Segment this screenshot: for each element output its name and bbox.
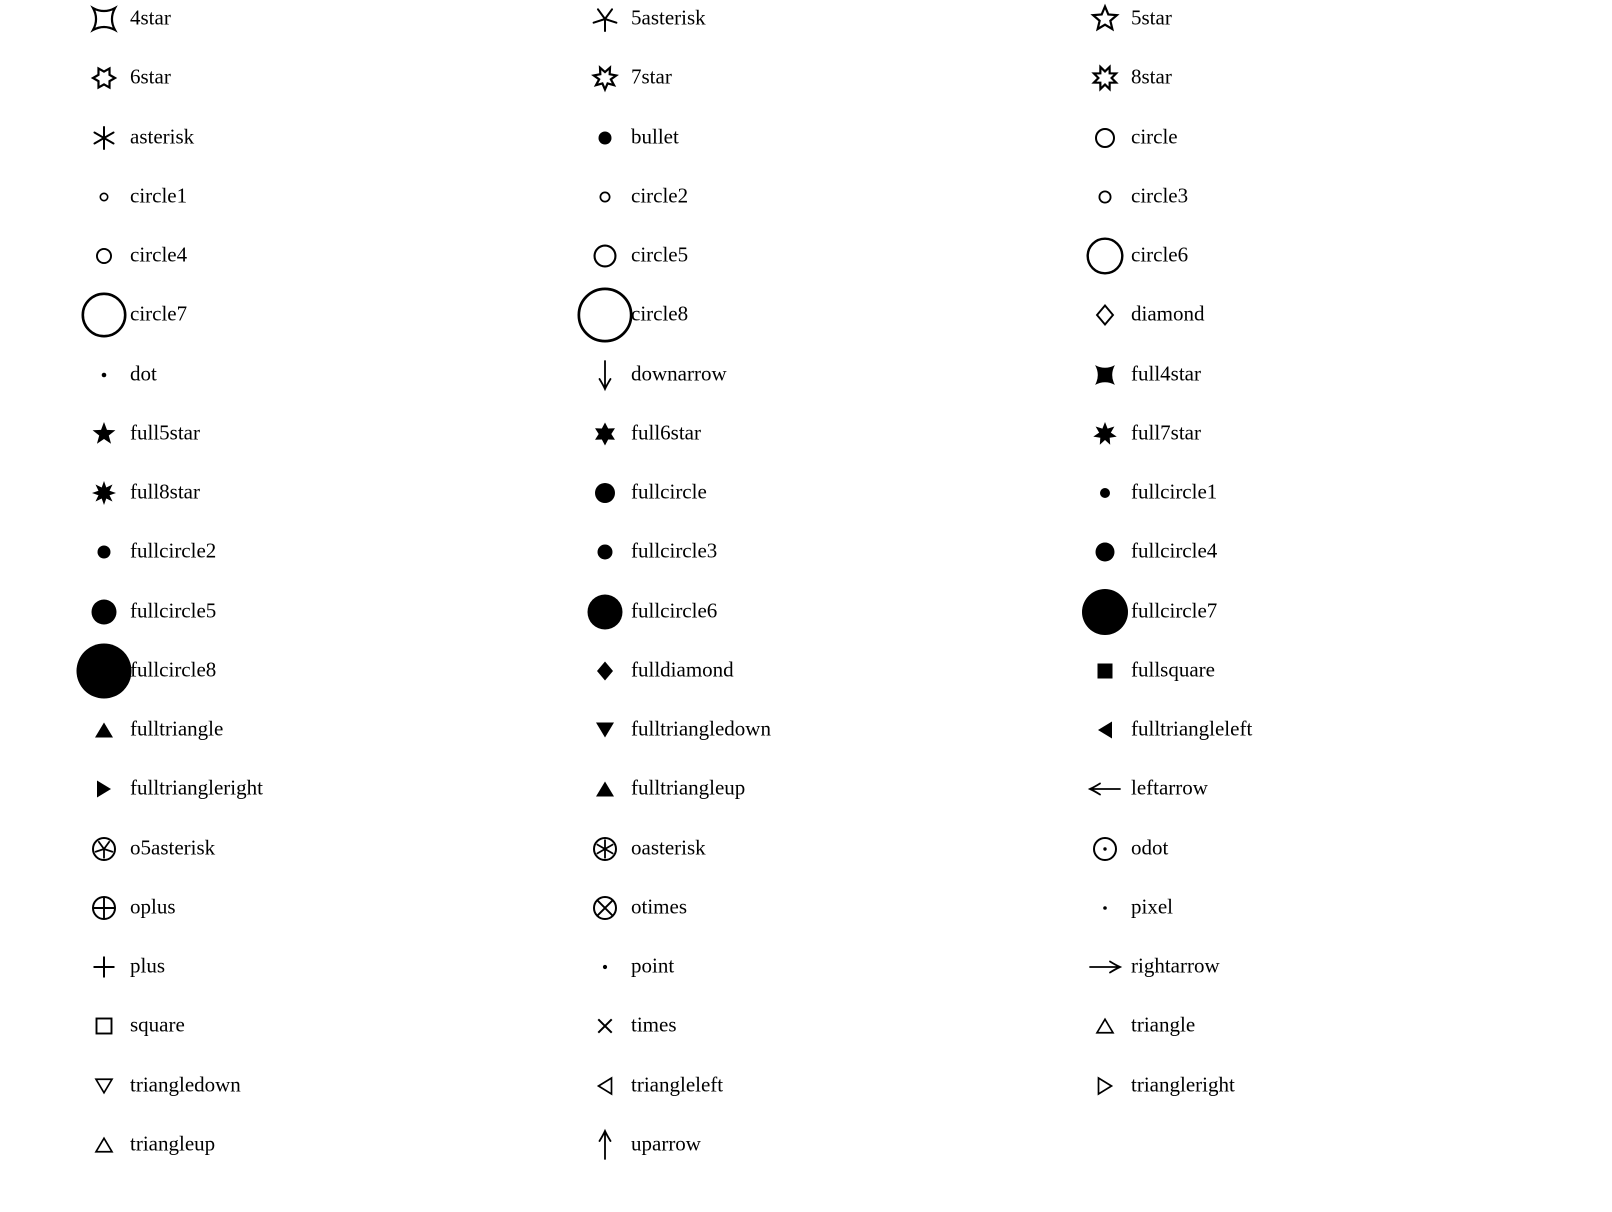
- marker-label-6star: 6star: [130, 64, 171, 89]
- leftarrow-marker-icon: [1073, 757, 1137, 821]
- marker-label-triangle: triangle: [1131, 1012, 1196, 1037]
- 4star-marker-icon: [72, 0, 136, 51]
- marker-label-fulltriangleleft: fulltriangleleft: [1131, 716, 1253, 741]
- circle2-marker-icon: [573, 165, 637, 229]
- full4star-marker-icon: [1073, 343, 1137, 407]
- marker-label-fullcircle8: fullcircle8: [130, 657, 217, 682]
- marker-label-fullcircle6: fullcircle6: [631, 598, 718, 623]
- circle8-marker-icon: [573, 283, 637, 347]
- oasterisk-marker-icon: [573, 817, 637, 881]
- marker-label-full4star: full4star: [1131, 361, 1201, 386]
- fullcircle3-marker-icon: [573, 520, 637, 584]
- 5asterisk-marker-icon: [573, 0, 637, 51]
- marker-label-bullet: bullet: [631, 124, 679, 149]
- marker-label-fullcircle7: fullcircle7: [1131, 598, 1218, 623]
- dot-marker-icon: [72, 343, 136, 407]
- marker-label-circle2: circle2: [631, 183, 689, 208]
- otimes-marker-icon: [573, 876, 637, 940]
- 8star-marker-icon: [1073, 46, 1137, 110]
- marker-label-triangleright: triangleright: [1131, 1072, 1235, 1097]
- marker-label-4star: 4star: [130, 5, 171, 30]
- marker-label-full6star: full6star: [631, 420, 701, 445]
- fullcircle6-marker-icon: [573, 580, 637, 644]
- circle5-marker-icon: [573, 224, 637, 288]
- marker-label-circle4: circle4: [130, 242, 188, 267]
- marker-label-circle5: circle5: [631, 242, 689, 267]
- 5star-marker-icon: [1073, 0, 1137, 51]
- full6star-marker-icon: [573, 402, 637, 466]
- fullcircle5-marker-icon: [72, 580, 136, 644]
- triangle-marker-icon: [1073, 994, 1137, 1058]
- marker-label-fulldiamond: fulldiamond: [631, 657, 734, 682]
- marker-label-plus: plus: [130, 953, 166, 978]
- marker-label-fullcircle5: fullcircle5: [130, 598, 217, 623]
- marker-label-circle: circle: [1131, 124, 1178, 149]
- fulltriangleup-marker-icon: [573, 757, 637, 821]
- marker-label-triangledown: triangledown: [130, 1072, 241, 1097]
- marker-label-circle6: circle6: [1131, 242, 1189, 267]
- fullcircle7-marker-icon: [1073, 580, 1137, 644]
- full8star-marker-icon: [72, 461, 136, 525]
- fulltriangleleft-marker-icon: [1073, 698, 1137, 762]
- marker-label-o5asterisk: o5asterisk: [130, 835, 216, 860]
- triangleup-marker-icon: [72, 1113, 136, 1177]
- marker-label-fulltriangle: fulltriangle: [130, 716, 224, 741]
- diamond-marker-icon: [1073, 283, 1137, 347]
- pixel-marker-icon: [1073, 876, 1137, 940]
- times-marker-icon: [573, 994, 637, 1058]
- o5asterisk-marker-icon: [72, 817, 136, 881]
- square-marker-icon: [72, 994, 136, 1058]
- 6star-marker-icon: [72, 46, 136, 110]
- marker-label-times: times: [631, 1012, 677, 1037]
- marker-label-point: point: [631, 953, 675, 978]
- circle7-marker-icon: [72, 283, 136, 347]
- marker-label-circle1: circle1: [130, 183, 188, 208]
- asterisk-marker-icon: [72, 106, 136, 170]
- circle1-marker-icon: [72, 165, 136, 229]
- 7star-marker-icon: [573, 46, 637, 110]
- rightarrow-marker-icon: [1073, 935, 1137, 999]
- marker-label-oasterisk: oasterisk: [631, 835, 706, 860]
- fullcircle8-marker-icon: [72, 639, 136, 703]
- fullsquare-marker-icon: [1073, 639, 1137, 703]
- marker-label-7star: 7star: [631, 64, 672, 89]
- marker-label-triangleup: triangleup: [130, 1131, 216, 1156]
- full7star-marker-icon: [1073, 402, 1137, 466]
- marker-label-fulltriangleright: fulltriangleright: [130, 775, 263, 800]
- downarrow-marker-icon: [573, 343, 637, 407]
- marker-label-square: square: [130, 1012, 185, 1037]
- circle4-marker-icon: [72, 224, 136, 288]
- circle6-marker-icon: [1073, 224, 1137, 288]
- triangledown-marker-icon: [72, 1054, 136, 1118]
- marker-label-fulltriangledown: fulltriangledown: [631, 716, 771, 741]
- marker-label-8star: 8star: [1131, 64, 1172, 89]
- marker-label-fullcircle2: fullcircle2: [130, 538, 217, 563]
- triangleright-marker-icon: [1073, 1054, 1137, 1118]
- fulltriangleright-marker-icon: [72, 757, 136, 821]
- circle-marker-icon: [1073, 106, 1137, 170]
- odot-marker-icon: [1073, 817, 1137, 881]
- marker-label-oplus: oplus: [130, 894, 176, 919]
- fullcircle-marker-icon: [573, 461, 637, 525]
- marker-label-downarrow: downarrow: [631, 361, 727, 386]
- marker-label-5star: 5star: [1131, 5, 1172, 30]
- full5star-marker-icon: [72, 402, 136, 466]
- plus-marker-icon: [72, 935, 136, 999]
- marker-label-asterisk: asterisk: [130, 124, 195, 149]
- fulltriangle-marker-icon: [72, 698, 136, 762]
- marker-label-full5star: full5star: [130, 420, 200, 445]
- marker-label-fullcircle1: fullcircle1: [1131, 479, 1218, 504]
- marker-label-full7star: full7star: [1131, 420, 1201, 445]
- marker-label-pixel: pixel: [1131, 894, 1173, 919]
- fullcircle2-marker-icon: [72, 520, 136, 584]
- marker-label-leftarrow: leftarrow: [1131, 775, 1208, 800]
- marker-label-fullcircle4: fullcircle4: [1131, 538, 1218, 563]
- marker-label-dot: dot: [130, 361, 157, 386]
- circle3-marker-icon: [1073, 165, 1137, 229]
- uparrow-marker-icon: [573, 1113, 637, 1177]
- oplus-marker-icon: [72, 876, 136, 940]
- marker-label-circle3: circle3: [1131, 183, 1189, 208]
- marker-label-circle8: circle8: [631, 301, 689, 326]
- fullcircle1-marker-icon: [1073, 461, 1137, 525]
- fullcircle4-marker-icon: [1073, 520, 1137, 584]
- fulldiamond-marker-icon: [573, 639, 637, 703]
- marker-label-circle7: circle7: [130, 301, 188, 326]
- marker-label-uparrow: uparrow: [631, 1131, 701, 1156]
- marker-label-diamond: diamond: [1131, 301, 1205, 326]
- marker-label-fulltriangleup: fulltriangleup: [631, 775, 746, 800]
- marker-label-full8star: full8star: [130, 479, 200, 504]
- marker-label-fullsquare: fullsquare: [1131, 657, 1215, 682]
- marker-label-odot: odot: [1131, 835, 1169, 860]
- point-marker-icon: [573, 935, 637, 999]
- marker-label-fullcircle: fullcircle: [631, 479, 707, 504]
- marker-label-rightarrow: rightarrow: [1131, 953, 1220, 978]
- marker-label-triangleleft: triangleleft: [631, 1072, 724, 1097]
- marker-label-fullcircle3: fullcircle3: [631, 538, 718, 563]
- marker-label-5asterisk: 5asterisk: [631, 5, 706, 30]
- marker-label-otimes: otimes: [631, 894, 687, 919]
- bullet-marker-icon: [573, 106, 637, 170]
- fulltriangledown-marker-icon: [573, 698, 637, 762]
- triangleleft-marker-icon: [573, 1054, 637, 1118]
